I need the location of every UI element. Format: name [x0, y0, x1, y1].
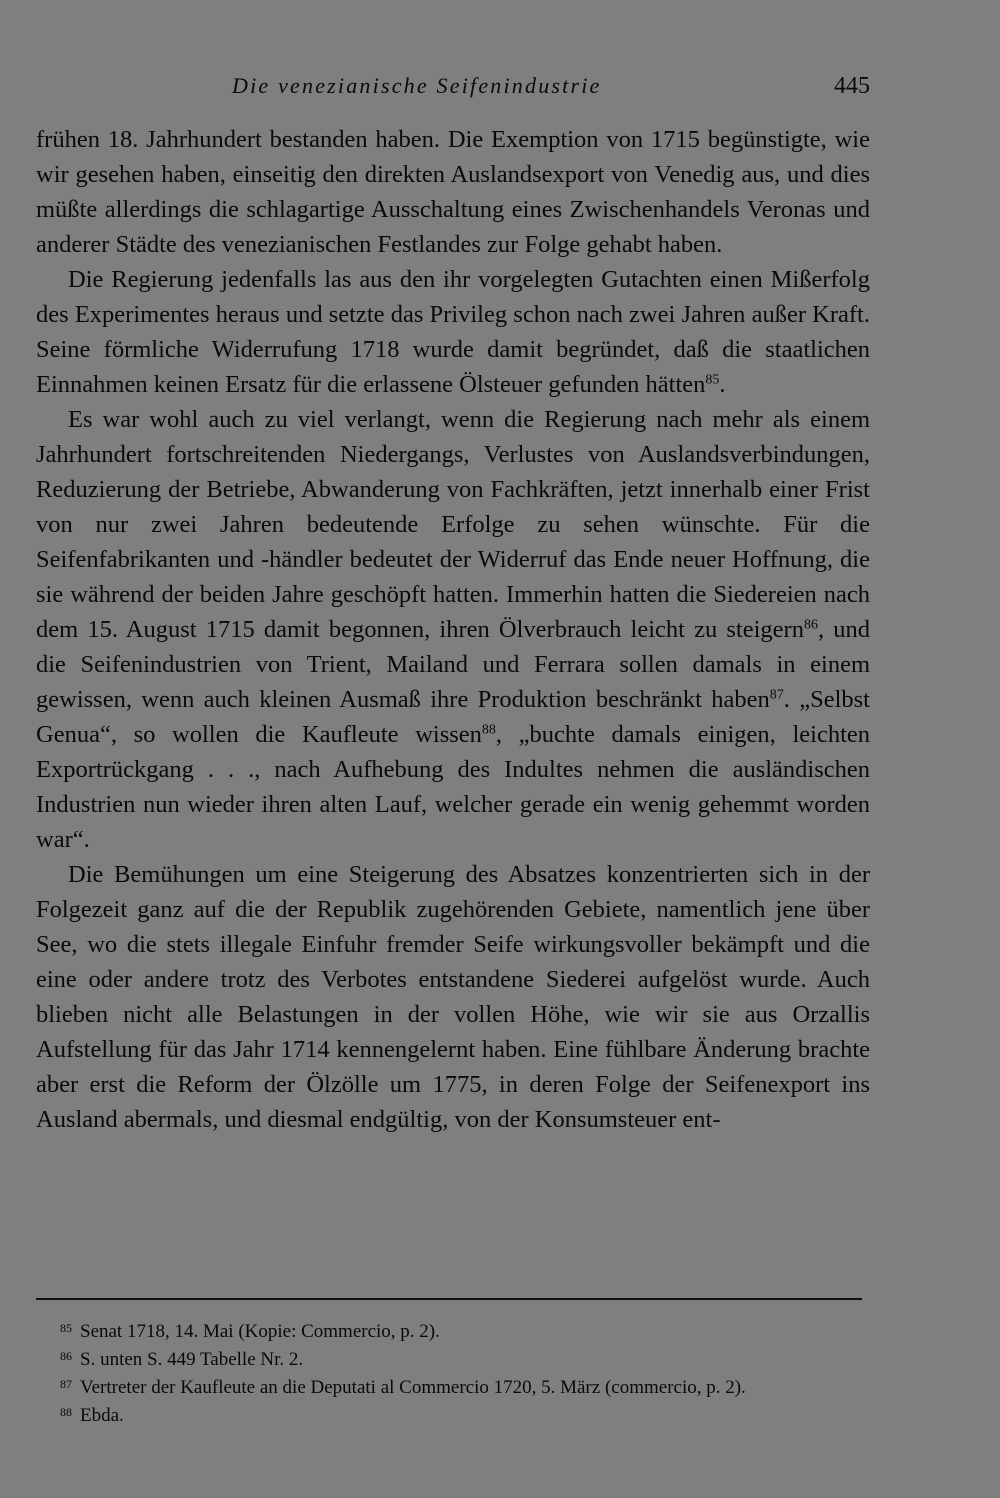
page-number: 445 — [834, 73, 870, 99]
paragraph-text: . „Selbst Genua“, so wollen die Kaufleute wissen — [36, 686, 870, 748]
running-title: Die venezianische Seifenindustrie — [232, 73, 602, 98]
footnote-number: 86 — [60, 1348, 72, 1363]
footnote — [36, 1346, 862, 1374]
running-head — [36, 70, 870, 102]
paragraph-text: Es war wohl auch zu viel verlangt, wenn die Regierung nach mehr als einem Jahrhundert fortschreitenden Niedergangs, Verlustes von Auslandsverbindungen, Reduzierung der Betriebe, Abwanderung von Fachkräften, jetzt innerhalb einer Frist von nur zwei Jahren bedeutende Erfolge zu sehen wünschte. Für die Seifenfabrikanten und -händler bedeutet der Widerruf das Ende neuer Hoffnung, die sie während der beiden Jahre geschöpft hatten. Immerhin hatten die Siedereien nach dem 15. August 1715 damit begonnen, ihren Ölverbrauch leicht zu steigern — [36, 406, 870, 643]
footnote-reference[interactable]: 86 — [803, 617, 818, 633]
footnote-number: 88 — [60, 1404, 72, 1419]
paragraph — [36, 857, 870, 1137]
paragraph-text: , und die Seifenindustrien von Trient, Mailand und Ferrara sollen damals in einem gewissen, wenn auch kleinen Ausmaß ihre Produktion beschränkt haben — [36, 616, 870, 713]
footnote-text: Ebda. — [80, 1405, 124, 1426]
paragraph — [36, 122, 870, 262]
footnote-reference[interactable]: 87 — [769, 687, 784, 703]
footnote-number: 87 — [60, 1376, 72, 1391]
paragraph-text: . — [719, 371, 726, 398]
footnote-number: 85 — [60, 1320, 72, 1335]
footnotes — [36, 1318, 862, 1430]
paragraph — [36, 402, 870, 857]
footnote-reference[interactable]: 88 — [481, 722, 496, 738]
paragraph-text: Die Regierung jedenfalls las aus den ihr vorgelegten Gutachten einen Mißerfolg des Experimentes heraus und setzte das Privileg schon nach zwei Jahren außer Kraft. Seine förmliche Widerrufung 1718 wurde damit begründet, daß die staatlichen Einnahmen keinen Ersatz für die erlassene Ölsteuer gefunden hätten — [36, 266, 870, 398]
footnote-text: Vertreter der Kaufleute an die Deputati al Commercio 1720, 5. März (commercio, p. 2). — [80, 1377, 746, 1398]
footnote-reference[interactable]: 85 — [705, 372, 720, 388]
paragraph-text: Die Bemühungen um eine Steigerung des Absatzes konzentrierten sich in der Folgezeit ganz auf die der Republik zugehörenden Gebiete, namentlich jene über See, wo die stets illegale Einfuhr fremder Seife wirkungsvoller bekämpft und die eine oder andere trotz des Verbotes entstandene Siederei aufgelöst wurde. Auch blieben nicht alle Belastungen in der vollen Höhe, wie wir sie aus Orzallis Aufstellung für das Jahr 1714 kennengelernt haben. Eine fühlbare Änderung brachte aber erst die Reform der Ölzölle um 1775, in deren Folge der Seifenexport ins Ausland abermals, und diesmal endgültig, von der Konsumsteuer ent- — [36, 861, 870, 1133]
paragraph-text: frühen 18. Jahrhundert bestanden haben. Die Exemption von 1715 begünstigte, wie wir gesehen haben, einseitig den direkten Auslandsexport von Venedig aus, und dies müßte allerdings die schlagartige Ausschaltung eines Zwischenhandels Veronas und anderer Städte des venezianischen Festlandes zur Folge gehabt haben. — [36, 126, 870, 258]
footnote — [36, 1402, 862, 1430]
footnote-text: Senat 1718, 14. Mai (Kopie: Commercio, p. 2). — [80, 1321, 440, 1342]
body-text — [36, 122, 870, 1137]
paragraph-text: , „buchte damals einigen, leichten Exportrückgang . . ., nach Aufhebung des Indultes nehmen die ausländischen Industrien nun wieder ihren alten Lauf, welcher gerade ein wenig gehemmt worden war“. — [36, 721, 871, 853]
footnote-divider — [36, 1298, 862, 1300]
footnote-text: S. unten S. 449 Tabelle Nr. 2. — [80, 1349, 304, 1370]
footnote — [36, 1374, 862, 1402]
paragraph — [36, 262, 870, 402]
footnote — [36, 1318, 862, 1346]
